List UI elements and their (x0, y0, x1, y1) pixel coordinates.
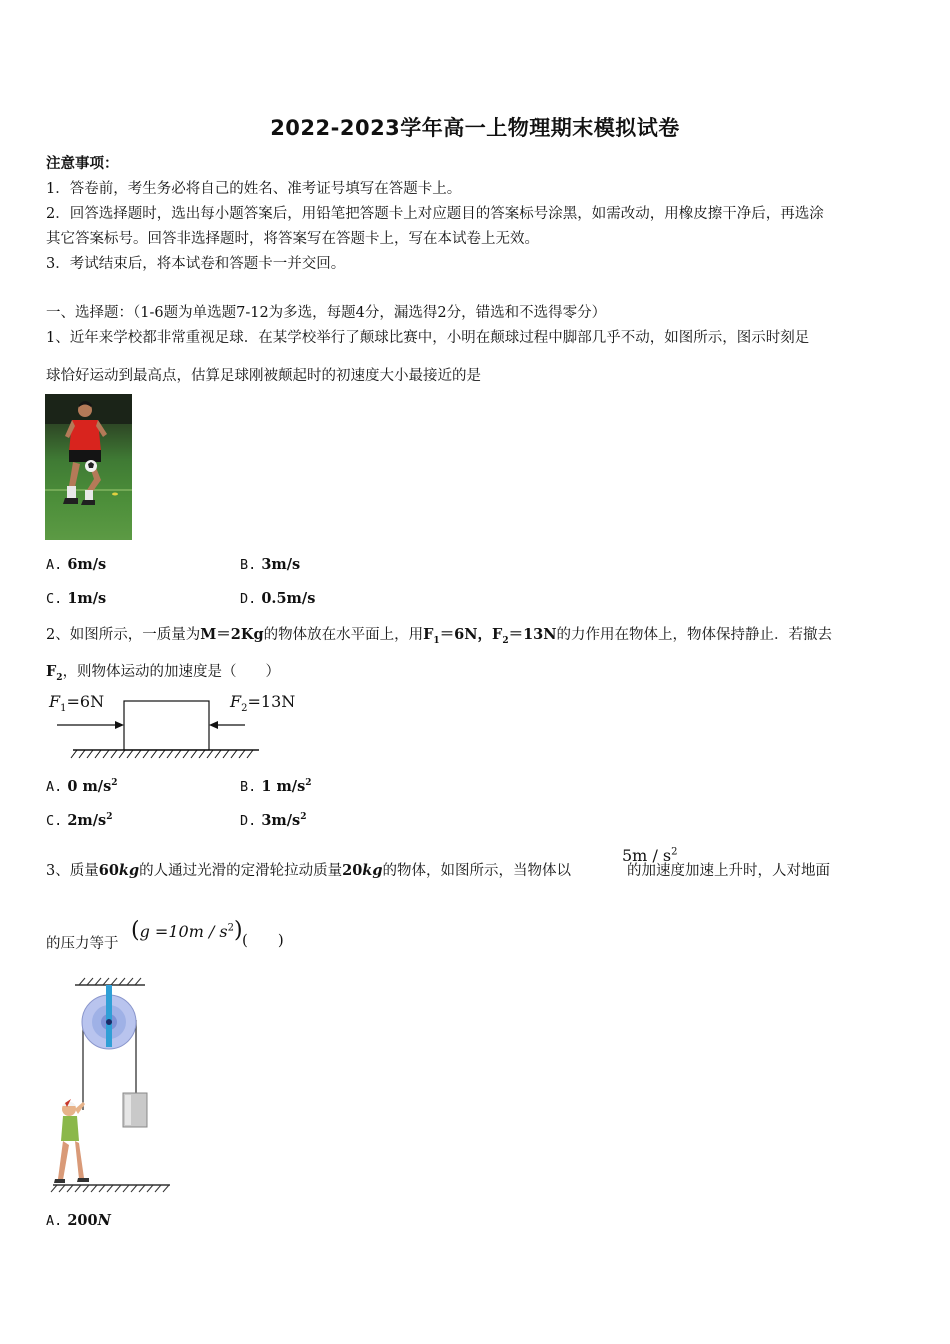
notes-item-3: 3．考试结束后，将本试卷和答题卡一并交回。 (46, 256, 346, 272)
notes-item-1: 1．答卷前，考生务必将自己的姓名、准考证号填写在答题卡上。 (46, 181, 462, 197)
q1-option-a-text: 6m/s (67, 556, 107, 573)
q3-stem-line2 (46, 932, 119, 953)
q1-option-d-text: 0.5m/s (261, 590, 316, 607)
q3-option-a-key: A. (46, 1213, 63, 1229)
q3-answer-paren: ( ) (242, 931, 284, 949)
q1-option-c-key: C. (46, 591, 63, 607)
q2-f1-label-symbol: F (49, 692, 61, 711)
q1-option-c[interactable] (46, 590, 106, 607)
q2-f1-label (49, 692, 104, 714)
q2-stem-part: 2、如图所示，一质量为 (46, 627, 201, 643)
q2-option-a-text: 0 m/s (67, 778, 112, 795)
q2-option-a[interactable] (46, 778, 118, 795)
q2-f2-value: ＝13N (508, 626, 557, 643)
q2-option-b-text: 1 m/s (261, 778, 306, 795)
q2-f1-symbol: F (423, 626, 434, 643)
page-title: 2022-2023学年高一上物理期末模拟试卷 (270, 116, 680, 140)
q1-option-d-key: D. (240, 591, 257, 607)
q1-stem-line2: 球恰好运动到最高点，估算足球刚被颠起时的初速度大小最接近的是 (46, 368, 481, 384)
q2-f2-label-value: =13N (247, 692, 296, 711)
q3-stem-part: 3、质量 (46, 863, 99, 879)
q2-stem-part: 的力作用在物体上，物体保持静止．若撤去 (556, 627, 833, 643)
q2-option-c[interactable] (46, 812, 113, 829)
q3-g-expression: $(g =10m / s^2)$ (131, 918, 243, 943)
q2-option-d-key: D. (240, 813, 257, 829)
q2-option-b-sup: 2 (305, 778, 312, 789)
q2-option-a-key: A. (46, 779, 63, 795)
q3-object-mass-unit: kg (362, 862, 383, 879)
q1-option-d[interactable] (240, 590, 315, 607)
q1-option-a[interactable] (46, 556, 106, 573)
q3-acceleration-sup: 2 (671, 846, 678, 858)
q2-f1-label-value: =6N (66, 692, 105, 711)
q2-option-c-text: 2m/s (67, 812, 107, 829)
q2-f2-label (230, 692, 295, 714)
q2-f2-symbol: F (46, 663, 57, 680)
q2-option-d[interactable] (240, 812, 307, 829)
q2-f1-label-sub: 1 (60, 703, 67, 715)
q1-option-c-text: 1m/s (67, 590, 107, 607)
q3-stem-part: 的人通过光滑的定滑轮拉动质量 (139, 863, 343, 879)
q3-object-mass: 20 (342, 862, 363, 879)
q2-stem-part: ，则物体运动的加速度是（ ） (62, 664, 281, 680)
q2-mass: M＝2Kg (200, 626, 264, 643)
q2-option-a-sup: 2 (111, 778, 118, 789)
q2-option-c-sup: 2 (106, 812, 113, 823)
q3-acceleration (622, 846, 678, 865)
q3-pulley-diagram (45, 975, 175, 1195)
q3-person-mass-unit: kg (118, 862, 140, 879)
q3-stem-part: 的加速度加速上升时，人对地面 (626, 863, 830, 879)
q1-option-b-key: B. (240, 557, 257, 573)
q2-f2-sub-2: 2 (56, 672, 63, 683)
q3-acceleration-value: 5m / s (622, 846, 672, 865)
notes-heading: 注意事项： (46, 156, 119, 172)
q3-stem-part: 的物体，如图所示，当物体以 (382, 863, 571, 879)
q2-f2-label-sub: 2 (241, 703, 248, 715)
q3-person-mass: 60 (98, 862, 119, 879)
q1-stem-line1: 1、近年来学校都非常重视足球．在某学校举行了颠球比赛中，小明在颠球过程中脚部几乎不动，如图所示，图示时刻足 (46, 330, 810, 346)
q2-option-d-sup: 2 (300, 812, 307, 823)
notes-item-2a: 2．回答选择题时，选出每小题答案后，用铅笔把答题卡上对应题目的答案标号涂黑，如需改动，用橡皮擦干净后，再选涂 (46, 206, 824, 222)
q3-g-sup: 2 (227, 922, 235, 934)
section-heading: 一、选择题：（1-6题为单选题7-12为多选，每题4分，漏选得2分，错选和不选得零分） (46, 305, 607, 321)
q2-f1-value: ＝6N，F (439, 626, 503, 643)
q1-option-b[interactable] (240, 556, 300, 573)
q2-stem-line1 (46, 623, 832, 646)
q1-option-b-text: 3m/s (261, 556, 301, 573)
q3-option-a[interactable] (46, 1212, 111, 1229)
q2-option-b[interactable] (240, 778, 312, 795)
notes-item-2b: 其它答案标号。回答非选择题时，将答案写在答题卡上，写在本试卷上无效。 (46, 231, 539, 247)
q2-stem-line2 (46, 660, 280, 683)
q2-stem-part: 的物体放在水平面上，用 (263, 627, 424, 643)
q2-option-d-text: 3m/s (261, 812, 301, 829)
q3-g-value: g =10m / s (139, 922, 228, 941)
q2-f2-sub: 2 (502, 635, 509, 646)
q3-stem-part: 的压力等于 (46, 936, 119, 952)
q2-option-b-key: B. (240, 779, 257, 795)
q2-f2-label-symbol: F (230, 692, 242, 711)
q2-f1-sub: 1 (433, 635, 440, 646)
q1-option-a-key: A. (46, 557, 63, 573)
q3-option-a-text: 200 (67, 1212, 98, 1229)
q3-stem-line1 (46, 859, 830, 880)
football-player-photo (45, 394, 132, 540)
q3-option-a-unit: N (97, 1212, 111, 1229)
q2-option-c-key: C. (46, 813, 63, 829)
